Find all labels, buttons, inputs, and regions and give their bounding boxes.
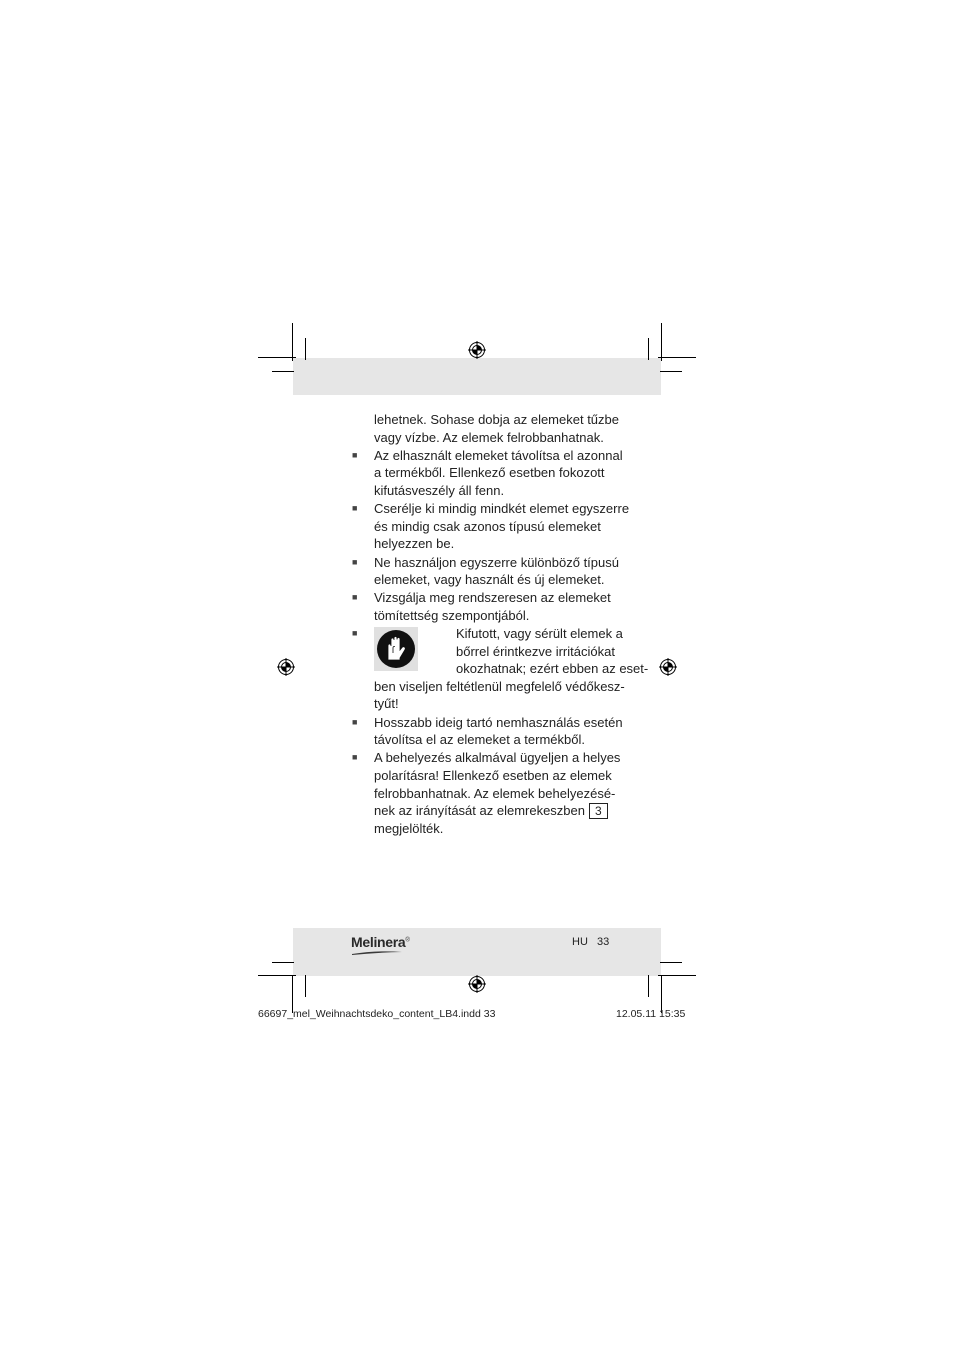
text-line: bőrrel érintkezve irritációkat bbox=[456, 643, 615, 659]
body-text bbox=[352, 411, 649, 838]
crop-mark bbox=[305, 975, 306, 997]
text-line: elemeket, vagy használt és új elemeket. bbox=[374, 572, 605, 588]
text-line: A behelyezés alkalmával ügyeljen a helyes bbox=[374, 750, 621, 766]
print-slug-date: 12.05.11 15:35 bbox=[616, 1008, 686, 1020]
bullet-icon: ■ bbox=[352, 752, 358, 763]
text-line: helyezzen be. bbox=[374, 536, 455, 552]
text-line: kifutásveszély áll fenn. bbox=[374, 482, 505, 498]
list-item bbox=[352, 749, 622, 837]
text-line: polarításra! Ellenkező esetben az elemek bbox=[374, 768, 612, 784]
text-line: ben viseljen feltétlenül megfelelő védőkesz- bbox=[374, 678, 625, 694]
crop-mark bbox=[258, 357, 296, 358]
crop-mark bbox=[648, 338, 649, 360]
crop-mark bbox=[658, 357, 696, 358]
text-line: távolítsa el az elemeket a termékből. bbox=[374, 732, 585, 748]
text-line: Kifutott, vagy sérült elemek a bbox=[456, 626, 623, 642]
text-line: a termékből. Ellenkező esetben fokozott bbox=[374, 465, 605, 481]
list-item bbox=[352, 554, 622, 589]
brand-logo bbox=[351, 934, 410, 950]
crop-mark bbox=[658, 975, 696, 976]
page-number: 33 bbox=[597, 936, 610, 948]
registration-mark-icon bbox=[468, 341, 486, 359]
list-item bbox=[352, 714, 622, 749]
list-item bbox=[352, 589, 622, 624]
text-line: vagy vízbe. Az elemek felrobbanhatnak. bbox=[374, 429, 604, 445]
brand-name: Melinera bbox=[351, 934, 406, 950]
list-item bbox=[352, 447, 622, 500]
crop-mark bbox=[272, 962, 294, 963]
bullet-icon: ■ bbox=[352, 556, 358, 567]
brand-mark: ® bbox=[405, 937, 410, 944]
text-line: felrobbanhatnak. Az elemek behelyezésé- bbox=[374, 785, 616, 801]
crop-mark bbox=[660, 371, 682, 372]
text-line: Vizsgálja meg rendszeresen az elemeket bbox=[374, 590, 611, 606]
print-slug-file: 66697_mel_Weihnachtsdeko_content_LB4.indd 33 bbox=[258, 1008, 496, 1020]
brand-swoosh-icon bbox=[351, 950, 403, 956]
registration-mark-icon bbox=[277, 658, 295, 676]
language-code: HU bbox=[572, 936, 588, 948]
crop-mark bbox=[292, 323, 293, 361]
crop-mark bbox=[648, 975, 649, 997]
crop-mark bbox=[660, 962, 682, 963]
ref-line-text: nek az irányítását az elemrekeszben bbox=[374, 803, 585, 819]
text-line: Cserélje ki mindig mindkét elemet egyszerre bbox=[374, 501, 630, 517]
list-item-gloves-warning bbox=[352, 625, 649, 713]
intro-paragraph bbox=[352, 411, 622, 446]
registration-mark-icon bbox=[659, 658, 677, 676]
crop-mark bbox=[661, 323, 662, 361]
text-line: Hosszabb ideig tartó nemhasználás esetén bbox=[374, 714, 623, 730]
text-line: Ne használjon egyszerre különböző típusú bbox=[374, 554, 619, 570]
text-line: okozhatnak; ezért ebben az eset- bbox=[456, 661, 649, 677]
bullet-icon: ■ bbox=[352, 592, 358, 603]
header-band bbox=[293, 358, 661, 395]
part-reference-box: 3 bbox=[589, 803, 608, 819]
bullet-icon: ■ bbox=[352, 628, 358, 639]
text-line bbox=[374, 802, 622, 820]
bullet-icon: ■ bbox=[352, 449, 358, 460]
bullet-icon: ■ bbox=[352, 503, 358, 514]
text-line: tömítettség szempontjából. bbox=[374, 607, 530, 623]
text-line: és mindig csak azonos típusú elemeket bbox=[374, 518, 601, 534]
gloves-icon bbox=[374, 627, 418, 671]
crop-mark bbox=[258, 975, 296, 976]
list-item bbox=[352, 500, 630, 553]
text-line: lehetnek. Sohase dobja az elemeket tűzbe bbox=[374, 412, 620, 427]
text-line: Az elhasznált elemeket távolítsa el azonnal bbox=[374, 447, 623, 463]
registration-mark-icon bbox=[468, 975, 486, 993]
text-line: tyűt! bbox=[374, 696, 399, 712]
bullet-icon: ■ bbox=[352, 716, 358, 727]
text-line: megjelölték. bbox=[374, 820, 444, 836]
crop-mark bbox=[305, 338, 306, 360]
crop-mark bbox=[272, 371, 294, 372]
